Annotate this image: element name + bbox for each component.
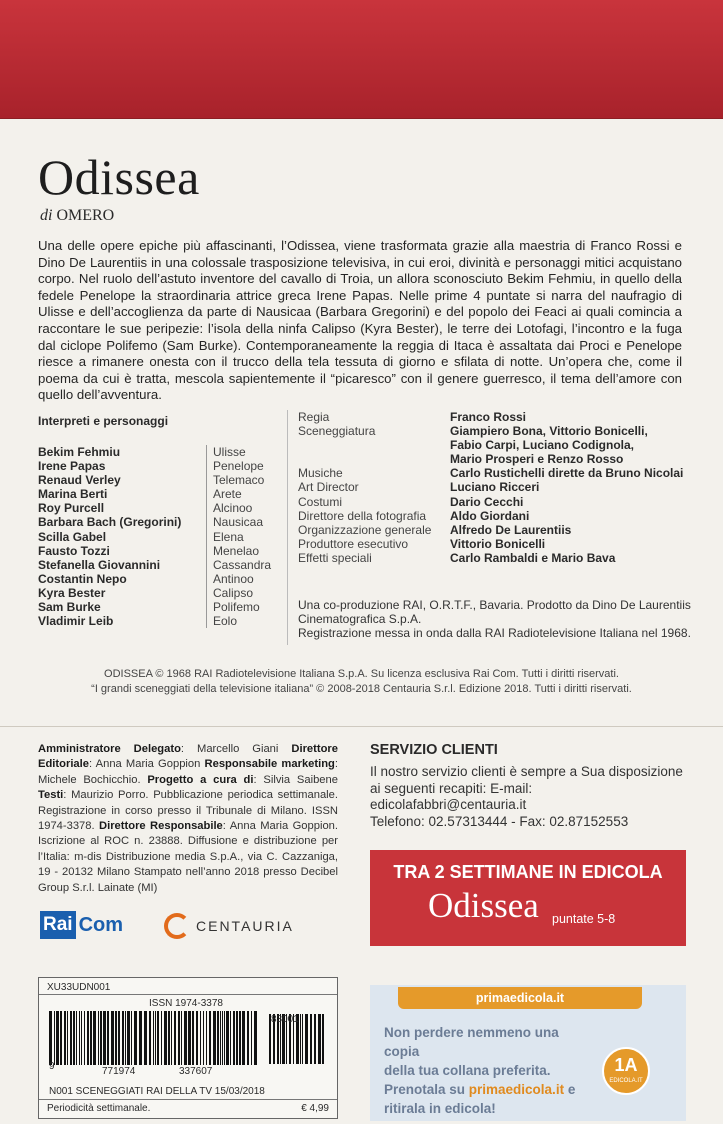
cast-role: Elena — [206, 530, 244, 544]
service-line: Il nostro servizio clienti è sempre a Sua disposizione — [370, 764, 683, 779]
barcode-bar — [56, 1011, 59, 1065]
barcode-bar — [122, 1011, 124, 1065]
barcode-bar — [242, 1011, 245, 1065]
barcode-digit: 9 — [49, 1061, 56, 1072]
barcode-bars — [49, 1011, 259, 1065]
barcode-bar — [224, 1011, 225, 1065]
promo-subtitle: puntate 5-8 — [552, 912, 616, 926]
barcode-bar — [103, 1011, 106, 1065]
edicola-badge-icon — [602, 1047, 650, 1095]
column-divider — [287, 410, 288, 645]
barcode-bar — [127, 1011, 130, 1065]
production-notes — [298, 598, 698, 641]
price: € 4,99 — [301, 1103, 329, 1114]
barcode-bar — [233, 1011, 235, 1065]
author-prefix: di — [40, 207, 53, 224]
cast-role: Polifemo — [206, 600, 260, 614]
cast-row — [38, 558, 271, 572]
barcode-divider — [39, 994, 337, 995]
ad-line: Non perdere nemmeno una copia — [384, 1025, 559, 1059]
cast-actor: Sam Burke — [38, 600, 101, 615]
barcode-bar — [98, 1011, 99, 1065]
cast-role: Penelope — [206, 459, 264, 473]
barcode-bar — [300, 1014, 301, 1064]
barcode-bar — [188, 1011, 191, 1065]
barcode-bar — [322, 1014, 324, 1064]
cast-role: Cassandra — [206, 558, 271, 572]
cast-row — [38, 501, 271, 515]
next-issue-banner — [370, 850, 686, 946]
barcode-bar — [54, 1011, 55, 1065]
colophon-value: : Anna Maria Goppion. Iscrizione al ROC n. 23888. Diffusione e distribuzione per l’Italia: m-dis Distribuzione media S.p.A., via C. Cazzaniga, 19 - 20132 Milano Stampato nell’anno 2018 presso Decibel Group S.r.l. Lainate (MI) — [38, 820, 339, 894]
barcode-bar — [100, 1011, 102, 1065]
crew-label: Art Director — [298, 480, 359, 495]
barcode-bar — [139, 1011, 142, 1065]
barcode-issn: ISSN 1974-3378 — [149, 998, 223, 1009]
crew-label: Musiche — [298, 466, 343, 481]
crew-value: Dario Cecchi — [450, 494, 524, 509]
cast-row — [38, 473, 271, 487]
crew-row — [298, 495, 683, 509]
ad-line: ritirala in edicola! — [384, 1101, 496, 1116]
barcode-bar — [125, 1011, 126, 1065]
crew-row — [298, 551, 683, 565]
barcode-bar — [181, 1011, 182, 1065]
barcode-bar — [217, 1011, 219, 1065]
barcode-bar — [149, 1011, 151, 1065]
barcode-bar — [174, 1011, 176, 1065]
crew-label: Regia — [298, 410, 330, 424]
barcode-bar — [60, 1011, 62, 1065]
cast-actor: Scilla Gabel — [38, 529, 107, 544]
promo-heading: TRA 2 SETTIMANE IN EDICOLA — [393, 862, 663, 882]
colophon-value: : Anna Maria Goppion — [88, 758, 205, 771]
barcode-code: XU33UDN001 — [47, 982, 111, 993]
crew-row — [298, 523, 683, 537]
barcode-bar — [144, 1011, 147, 1065]
cast-actor: Fausto Tozzi — [38, 543, 110, 558]
cast-role: Ulisse — [206, 445, 246, 459]
crew-row — [298, 424, 683, 438]
barcode-bar — [178, 1011, 180, 1065]
service-title: SERVIZIO CLIENTI — [370, 742, 498, 758]
barcode-bar — [79, 1011, 80, 1065]
centauria-c-icon — [164, 913, 190, 939]
synopsis — [38, 238, 682, 404]
barcode-bar — [118, 1011, 120, 1065]
ad-link[interactable]: primaedicola.it — [468, 1082, 565, 1097]
crew-label: Direttore della fotografia — [298, 508, 427, 523]
barcode-bar — [314, 1014, 316, 1064]
colophon-key: Direttore Editoriale — [38, 743, 338, 771]
crew-row — [298, 410, 683, 424]
crew-label: Sceneggiatura — [298, 424, 376, 439]
cast-role: Telemaco — [206, 473, 264, 487]
service-phone-line: Telefono: 02.57313444 - Fax: 02.87152553 — [370, 813, 629, 829]
cast-row — [38, 445, 271, 459]
badge-text: 1A — [614, 1055, 638, 1075]
cast-actor: Marina Berti — [38, 487, 108, 502]
barcode-bar — [239, 1011, 241, 1065]
colophon — [38, 742, 338, 896]
barcode-digits-left: 771974 — [102, 1066, 136, 1077]
colophon-key: Direttore Responsabile — [99, 820, 223, 833]
copyright-line: “I grandi sceneggiati della televisione italiana” © 2008-2018 Centauria S.r.l. Edizione 2018. Tutti i diritti riservati. — [91, 683, 632, 695]
crew-label — [298, 452, 450, 466]
crew-label: Produttore esecutivo — [298, 536, 409, 551]
barcode-bar — [192, 1011, 194, 1065]
ad-line-part: Prenotala su — [384, 1082, 469, 1097]
barcode-bar — [222, 1011, 223, 1065]
crew-row — [298, 466, 683, 480]
barcode-bar — [111, 1011, 114, 1065]
author-line — [40, 207, 114, 225]
cast-role: Alcinoo — [206, 501, 252, 515]
crew-label: Costumi — [298, 494, 343, 509]
synopsis-paragraph: Una delle opere epiche più affascinanti, l’Odissea, viene trasformata grazie alla maestria di Franco Rossi e Dino De Laurentiis in una colossale trasposizione televisiva, in cui eroi, divinità e personaggi mitici acquistano corpo. Nel ruolo dell’astuto inventore del cavallo di Troia, un allora sconosciuto Bekim Fehmiu, in quello della fedele Penelope la straordinaria attrice greca Irene Papas. Nelle prime 4 puntate si narra del naufragio di Ulisse e dell’accoglienza da parte di Nausicaa (Barbara Gregorini) e del popolo dei Feaci ai quali comincia a raccontare le sue peripezie: l’isola della ninfa Calipso (Kyra Bester), le terre dei Lotofagi, l’incontro e la fuga dal ciclope Polifemo (Sam Burke). Contemporaneamente la reggia di Itaca è assaltata dai Proci e Penelope riesce a rimanere onesta con il trucco della tela tessuta di giorno e sfilata di notte. Un’opera che, come il poema da cui è tratta, mescola sapientemente il “picaresco” con il genere guerresco, il tema dell’amore con quello dell’avventura. — [38, 238, 682, 403]
barcode-bar — [254, 1011, 257, 1065]
barcode-bar — [230, 1011, 231, 1065]
service-text — [370, 764, 690, 830]
crew-row — [298, 438, 683, 452]
barcode-bar — [203, 1011, 204, 1065]
cast-actor: Roy Purcell — [38, 501, 105, 516]
crew-value: Alfredo De Laurentiis — [450, 522, 572, 537]
barcode-issue: N001 SCENEGGIATI RAI DELLA TV 15/03/2018 — [49, 1086, 265, 1097]
production-line: Cinematografica S.p.A. — [298, 612, 422, 627]
rai-logo-box: Rai — [40, 911, 76, 939]
author-name: OMERO — [56, 207, 115, 224]
barcode-bar — [49, 1011, 52, 1065]
cast-row — [38, 572, 271, 586]
crew-value: Carlo Rustichelli dirette da Bruno Nicolai — [450, 466, 684, 481]
cast-role: Nausicaa — [206, 515, 263, 529]
crew-value: Carlo Rambaldi e Mario Bava — [450, 550, 616, 565]
crew-value: Luciano Ricceri — [450, 480, 540, 495]
barcode-bar — [302, 1014, 303, 1064]
crew-row — [298, 537, 683, 551]
cast-row — [38, 487, 271, 501]
barcode-bar — [209, 1011, 211, 1065]
cast-role: Arete — [206, 487, 242, 501]
cast-actor: Renaud Verley — [38, 473, 121, 488]
cast-list — [38, 445, 271, 628]
cast-row — [38, 459, 271, 473]
barcode-bar — [171, 1011, 172, 1065]
ad-header[interactable]: primaedicola.it — [398, 987, 642, 1009]
cast-row — [38, 515, 271, 529]
badge-subtext: EDICOLA.IT — [609, 1078, 643, 1084]
crew-value: Vittorio Bonicelli — [450, 536, 546, 551]
crew-value: Mario Prosperi e Renzo Rosso — [450, 452, 624, 467]
barcode-bar — [107, 1011, 109, 1065]
crew-row — [298, 480, 683, 494]
barcode-bar — [164, 1011, 167, 1065]
ad-line: della tua collana preferita. — [384, 1063, 551, 1078]
centauria-logo — [164, 911, 294, 941]
ad-line-part: e — [564, 1082, 576, 1097]
barcode-bar — [70, 1011, 72, 1065]
crew-row — [298, 452, 683, 466]
production-line: Registrazione messa in onda dalla RAI Radiotelevisione Italiana nel 1968. — [298, 626, 691, 641]
cast-row — [38, 544, 271, 558]
colophon-key: Testi — [38, 789, 64, 802]
production-line: Una co-produzione RAI, O.R.T.F., Bavaria. Prodotto da Dino De Laurentiis — [298, 598, 691, 612]
cast-actor: Vladimir Leib — [38, 614, 114, 629]
barcode-bar — [64, 1011, 66, 1065]
barcode-bar — [318, 1014, 321, 1064]
barcode-bar — [76, 1011, 77, 1065]
cast-role: Calipso — [206, 586, 253, 600]
crew-label — [298, 438, 450, 452]
raicom-logo — [40, 910, 123, 940]
barcode-bar — [251, 1011, 252, 1065]
barcode-bar — [305, 1014, 308, 1064]
crew-label: Organizzazione generale — [298, 522, 432, 537]
copyright — [0, 667, 723, 697]
barcode-bar — [161, 1011, 162, 1065]
cast-row — [38, 614, 271, 628]
barcode-bar — [87, 1011, 89, 1065]
crew-value: Giampiero Bona, Vittorio Bonicelli, — [450, 424, 648, 439]
barcode-bar — [184, 1011, 187, 1065]
ad-line — [384, 1080, 594, 1099]
ad-text — [384, 1023, 594, 1118]
cast-actor: Bekim Fehmiu — [38, 445, 121, 459]
cast-actor: Barbara Bach (Gregorini) — [38, 515, 182, 530]
barcode-bar — [220, 1011, 221, 1065]
page-title: Odissea — [38, 149, 200, 205]
cast-actor: Costantin Nepo — [38, 571, 127, 586]
section-divider — [0, 726, 723, 727]
colophon-key: Responsabile marketing — [204, 758, 335, 771]
barcode-addon-number: 83001 — [271, 1014, 299, 1025]
barcode-bar — [131, 1011, 132, 1065]
barcode-bar — [90, 1011, 92, 1065]
top-color-band — [0, 0, 723, 119]
barcode-bar — [247, 1011, 249, 1065]
barcode-bar — [73, 1011, 75, 1065]
barcode-bar — [310, 1014, 312, 1064]
barcode-digits-right: 337607 — [179, 1066, 213, 1077]
barcode-bar — [226, 1011, 229, 1065]
cast-row — [38, 600, 271, 614]
crew-value: Aldo Giordani — [450, 508, 530, 523]
service-email-line[interactable]: ai seguenti recapiti: E-mail: edicolafabbri@centauria.it — [370, 780, 533, 812]
cast-heading: Interpreti e personaggi — [38, 414, 169, 428]
barcode-bar — [153, 1011, 154, 1065]
barcode-bar — [84, 1011, 85, 1065]
colophon-value: : Marcello Giani — [180, 743, 292, 755]
promo-title: Odissea — [428, 886, 539, 925]
barcode-bar — [134, 1011, 137, 1065]
crew-row — [298, 509, 683, 523]
colophon-value: : Maurizio Porro. Pubblicazione periodica settimanale. Registrazione in corso presso il Tribunale di Milano. ISSN 1974-3378. — [38, 789, 338, 833]
colophon-key: Amministratore Delegato — [38, 743, 181, 755]
cast-role: Eolo — [206, 614, 237, 628]
barcode-bar — [81, 1011, 82, 1065]
periodicity: Periodicità settimanale. — [47, 1103, 151, 1114]
cast-actor: Kyra Bester — [38, 585, 106, 600]
centauria-wordmark: CENTAURIA — [196, 918, 294, 934]
cast-role: Menelao — [206, 544, 259, 558]
primaedicola-ad — [370, 985, 686, 1121]
crew-value: Franco Rossi — [450, 410, 527, 424]
barcode-bar — [168, 1011, 170, 1065]
cast-row — [38, 530, 271, 544]
barcode-bar — [206, 1011, 207, 1065]
colophon-value: : Michele Bochicchio. — [38, 758, 338, 786]
cast-actor: Stefanella Giovannini — [38, 557, 161, 572]
crew-list — [298, 410, 683, 565]
crew-label: Effetti speciali — [298, 550, 372, 565]
cast-row — [38, 586, 271, 600]
barcode-divider — [39, 1099, 337, 1100]
cast-actor: Irene Papas — [38, 459, 106, 474]
barcode-bar — [93, 1011, 96, 1065]
rai-logo-com: Com — [78, 913, 124, 936]
barcode-bar — [200, 1011, 201, 1065]
colophon-value: : Silvia Saibene — [253, 773, 338, 786]
barcode-bar — [155, 1011, 156, 1065]
cast-role: Antinoo — [206, 572, 254, 586]
barcode-bar — [236, 1011, 238, 1065]
barcode-box — [38, 977, 338, 1119]
barcode-bar — [213, 1011, 216, 1065]
barcode-bar — [196, 1011, 198, 1065]
copyright-line: ODISSEA © 1968 RAI Radiotelevisione Italiana S.p.A. Su licenza esclusiva Rai Com. Tutti i diritti riservati. — [104, 668, 619, 680]
barcode-bar — [115, 1011, 117, 1065]
barcode-bar — [157, 1011, 159, 1065]
barcode-bar — [67, 1011, 68, 1065]
colophon-key: Progetto a cura di — [147, 773, 254, 786]
crew-value: Fabio Carpi, Luciano Codignola, — [450, 438, 635, 453]
